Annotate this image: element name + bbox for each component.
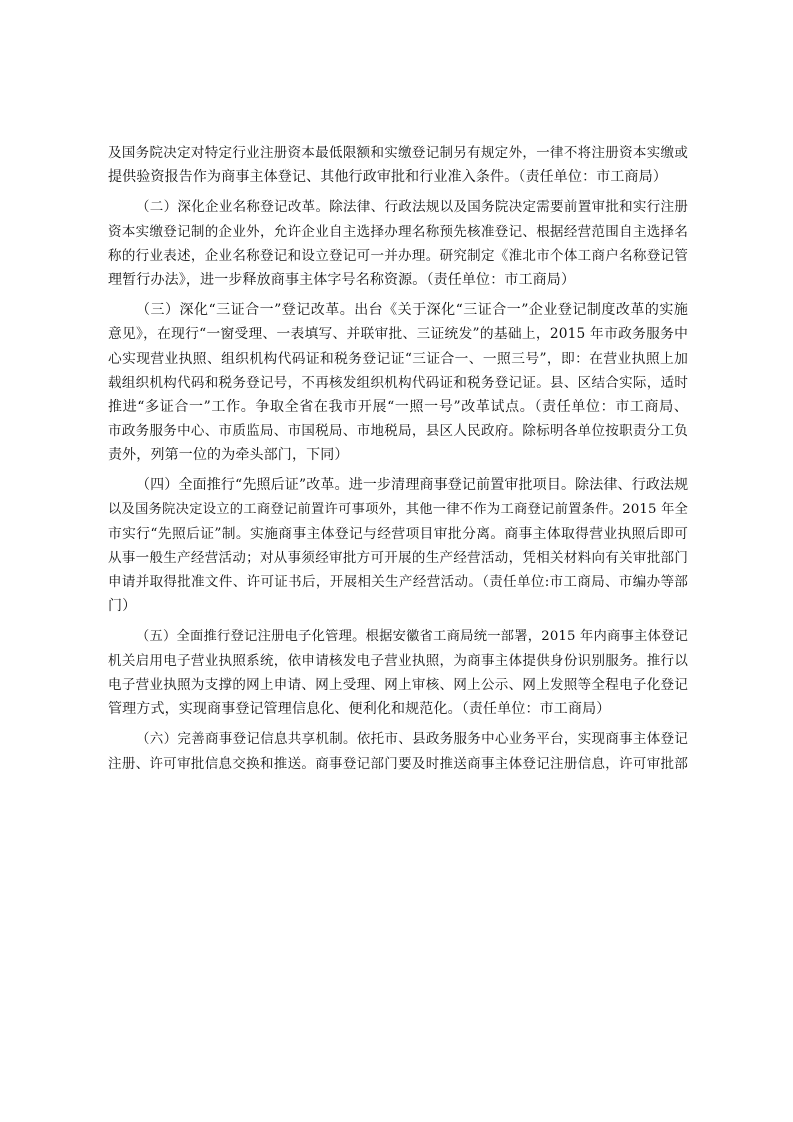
- paragraph-electronic-registration: [108, 625, 688, 722]
- text-line: 称的行业表述，企业名称登记和设立登记可一并办理。研究制定《淮北市个体工商户名称登记管: [108, 247, 688, 264]
- text-line: （二）深化企业名称登记改革。除法律、行政法规以及国务院决定需要前置审批和实行注册: [136, 199, 688, 216]
- paragraph-enterprise-name-reform: [108, 195, 688, 292]
- text-line: 从事一般生产经营活动；对从事须经审批方可开展的生产经营活动，凭相关材料向有关审批部门: [108, 550, 688, 566]
- text-line: 市政务服务中心、市质监局、市国税局、市地税局，县区人民政府。除标明各单位按职责分工负: [108, 423, 688, 440]
- text-line: （五）全面推行登记注册电子化管理。根据安徽省工商局统一部署，2015 年内商事主体登记: [136, 628, 688, 644]
- text-line: 申请并取得批准文件、许可证书后，开展相关生产经营活动。（责任单位:市工商局、市编办等部: [108, 574, 688, 591]
- text-line: 及国务院决定对特定行业注册资本最低限额和实缴登记制另有规定外，一律不将注册资本实缴或: [108, 145, 688, 161]
- text-line: 门）: [108, 598, 137, 615]
- paragraph-three-certificates-reform: [108, 298, 688, 467]
- text-line: 推进“多证合一”工作。争取全省在我市开展“一照一号”改革试点。（责任单位：市工商局、: [108, 398, 688, 415]
- paragraph-license-before-permit: [108, 473, 688, 618]
- text-line: 市实行“先照后证”制。实施商事主体登记与经营项目审批分离。商事主体取得营业执照后即可: [108, 525, 688, 542]
- body-text: [108, 141, 688, 782]
- text-line: （六）完善商事登记信息共享机制。依托市、县政务服务中心业务平台，实现商事主体登记: [136, 731, 688, 748]
- text-line: 提供验资报告作为商事主体登记、其他行政审批和行业准入条件。（责任单位：市工商局）: [108, 169, 667, 186]
- paragraph-continued-registered-capital: [108, 141, 688, 189]
- text-line: （四）全面推行“先照后证”改革。进一步清理商事登记前置审批项目。除法律、行政法规: [136, 477, 689, 494]
- text-line: 责外，列第一位的为牵头部门，下同）: [108, 447, 349, 464]
- text-line: 电子营业执照为支撑的网上申请、网上受理、网上审核、网上公示、网上发照等全程电子化登记: [108, 676, 688, 693]
- paragraph-information-sharing: [108, 727, 688, 775]
- text-line: 注册、许可审批信息交换和推送。商事登记部门要及时推送商事主体登记注册信息，许可审批部: [108, 755, 688, 772]
- text-line: 心实现营业执照、组织机构代码证和税务登记证“三证合一、一照三号”，即：在营业执照上加: [108, 350, 688, 367]
- text-line: 资本实缴登记制的企业外，允许企业自主选择办理名称预先核准登记、根据经营范围自主选择名: [108, 223, 688, 240]
- text-line: 管理方式，实现商事登记管理信息化、便利化和规范化。（责任单位：市工商局）: [108, 701, 611, 718]
- text-line: （三）深化“三证合一”登记改革。出台《关于深化“三证合一”企业登记制度改革的实施: [136, 302, 688, 319]
- text-line: 理暂行办法》，进一步释放商事主体字号名称资源。（责任单位：市工商局）: [108, 271, 576, 288]
- text-line: 意见》，在现行“一窗受理、一表填写、并联审批、三证统发”的基础上，2015 年市政务服务中: [108, 326, 688, 343]
- text-line: 机关启用电子营业执照系统，依申请核发电子营业执照，为商事主体提供身份识别服务。推行以: [108, 652, 688, 669]
- text-line: 载组织机构代码和税务登记号，不再核发组织机构代码证和税务登记证。县、区结合实际，适时: [108, 374, 688, 391]
- text-line: 以及国务院决定设立的工商登记前置许可事项外，其他一律不作为工商登记前置条件。2015 年全: [108, 501, 688, 517]
